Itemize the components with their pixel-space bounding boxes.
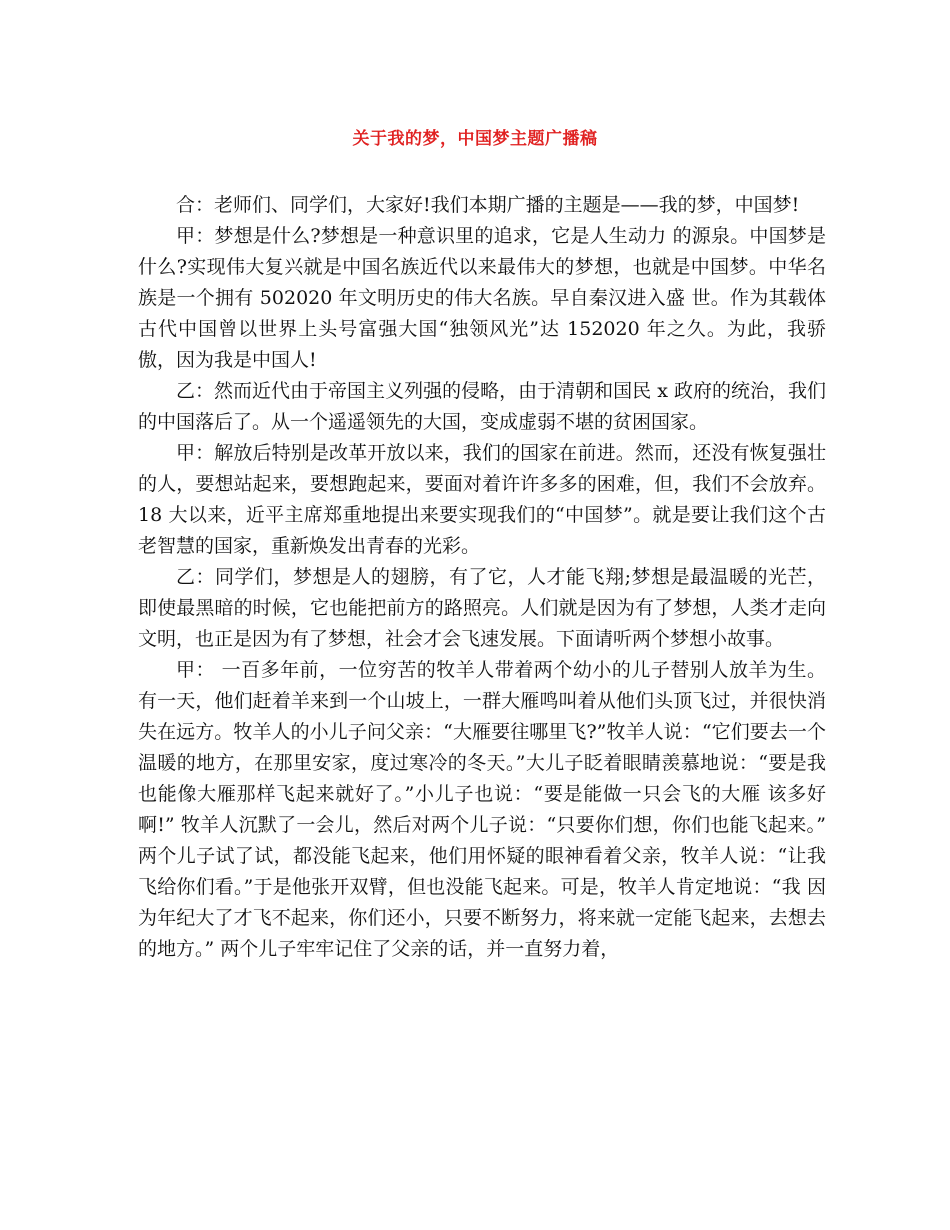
paragraph: 合：老师们、同学们，大家好!我们本期广播的主题是——我的梦，中国梦! <box>176 194 800 216</box>
document-title: 关于我的梦，中国梦主题广播稿 <box>352 129 598 149</box>
paragraph: 乙：然而近代由于帝国主义列强的侵略，由于清朝和国民 x 政府的统治，我们的中国落后了。从一个遥遥领先的大国，变成虚弱不堪的贫困国家。 <box>138 380 826 433</box>
paragraph: 乙：同学们，梦想是人的翅膀，有了它，人才能飞翔;梦想是最温暖的光芒，即使最黑暗的时候，它也能把前方的路照亮。人们就是因为有了梦想，人类才走向文明，也正是因为有了梦想，社会才会飞速发展。下面请听两个梦想小故事。 <box>138 566 826 650</box>
paragraph: 甲：解放后特别是改革开放以来，我们的国家在前进。然而，还没有恢复强壮的人，要想站起来，要想跑起来，要面对着许许多多的困难，但，我们不会放弃。18 大以来，近平主席郑重地提出来要实现我们的“中国梦”。就是要让我们这个古老智慧的国家，重新焕发出青春的光彩。 <box>138 442 826 557</box>
paragraph: 甲： 一百多年前，一位穷苦的牧羊人带着两个幼小的儿子替别人放羊为生。有一天，他们赶着羊来到一个山坡上，一群大雁鸣叫着从他们头顶飞过，并很快消失在远方。牧羊人的小儿子问父亲：“大雁要往哪里飞?”牧羊人说：“它们要去一个温暖的地方，在那里安家，度过寒冷的冬天。”大儿子眨着眼睛羡慕地说：“要是我也能像大雁那样飞起来就好了。”小儿子也说：“要是能做一只会飞的大雁 该多好啊!” 牧羊人沉默了一会儿，然后对两个儿子说：“只要你们想，你们也能飞起来。” 两个儿子试了试，都没能飞起来，他们用怀疑的眼神看着父亲，牧羊人说：“让我飞给你们看。”于是他张开双臂，但也没能飞起来。可是，牧羊人肯定地说：“我 因为年纪大了才飞不起来，你们还小，只要不断努力，将来就一定能飞起来，去想去的地方。” 两个儿子牢牢记住了父亲的话，并一直努力着， <box>138 659 826 960</box>
document-body <box>138 190 826 965</box>
paragraph: 甲：梦想是什么?梦想是一种意识里的追求，它是人生动力 的源泉。中国梦是什么?实现伟大复兴就是中国名族近代以来最伟大的梦想，也就是中国梦。中华名族是一个拥有 502020 年文明历史的伟大名族。早自秦汉进入盛 世。作为其载体古代中国曾以世界上头号富强大国“独领风光”达 152020 年之久。为此，我骄傲，因为我是中国人! <box>138 225 826 371</box>
